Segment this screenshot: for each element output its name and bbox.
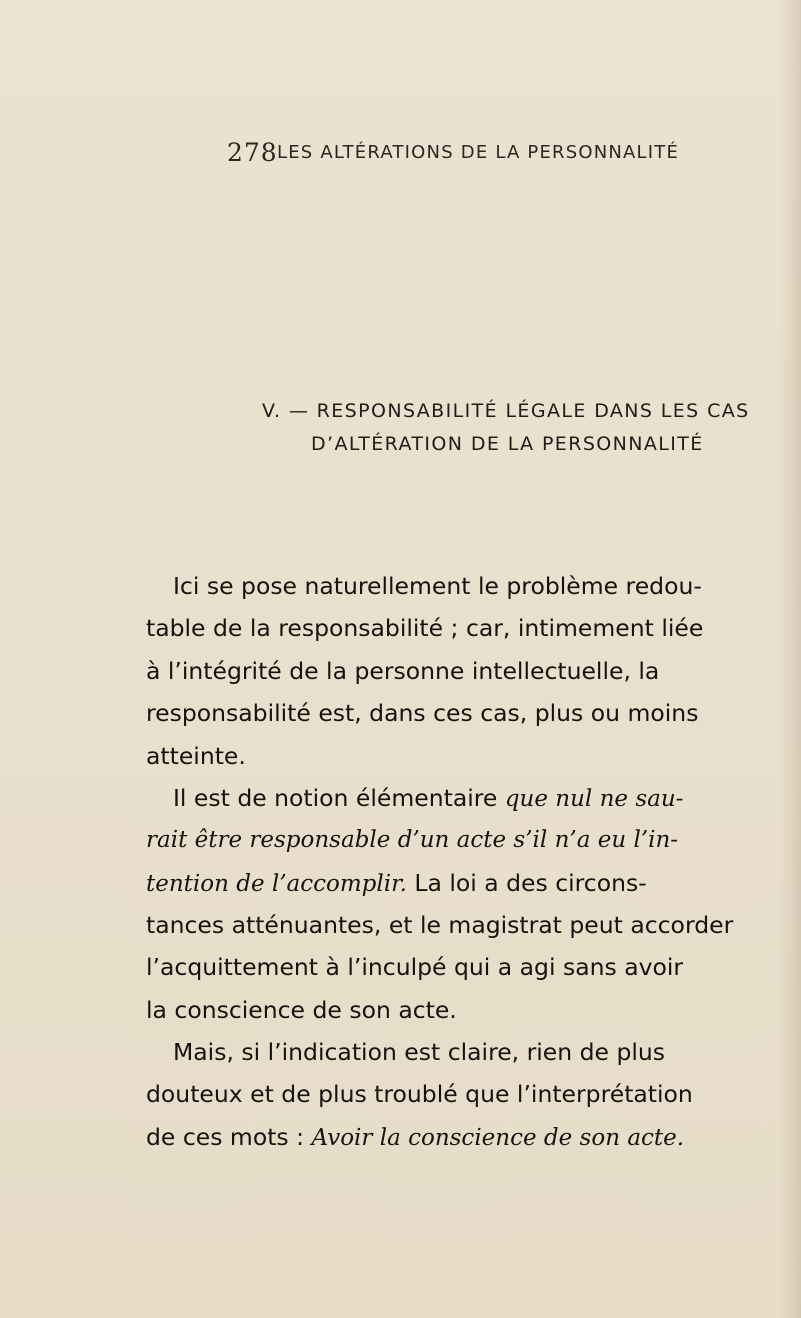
- paragraph-1-line-3: à l’intégrité de la personne intellectuelle, la: [146, 657, 660, 685]
- paragraph-2-line-3-italic: tention de l’accomplir.: [146, 871, 407, 897]
- page-number: 278: [227, 138, 278, 167]
- paragraph-3-line-1: Mais, si l’indication est claire, rien de plus: [173, 1038, 666, 1066]
- running-title: LES ALTÉRATIONS DE LA PERSONNALITÉ: [277, 142, 680, 163]
- paragraph-2-line-3: [146, 862, 647, 905]
- section-heading-line-2: D’ALTÉRATION DE LA PERSONNALITÉ: [311, 433, 704, 455]
- page-edge-shadow: [779, 0, 801, 1318]
- paragraph-2-line-1-italic: que nul ne sau-: [504, 786, 684, 812]
- paragraph-3-line-2: douteux et de plus troublé que l’interprétation: [146, 1080, 693, 1108]
- paragraph-2-line-5: l’acquittement à l’inculpé qui a agi sans avoir: [146, 953, 684, 981]
- paragraph-2-line-6: la conscience de son acte.: [146, 996, 457, 1024]
- paragraph-3-line-3-italic: Avoir la conscience de son acte.: [311, 1125, 685, 1151]
- section-heading-line-1: V. — RESPONSABILITÉ LÉGALE DANS LES CAS: [262, 400, 750, 422]
- paragraph-2-line-2: rait être responsable d’un acte s’il n’a eu l’in-: [146, 827, 679, 853]
- paragraph-1-line-5: atteinte.: [146, 742, 246, 770]
- paragraph-1-line-4: responsabilité est, dans ces cas, plus ou moins: [146, 699, 699, 727]
- paragraph-2-line-1: [173, 777, 683, 820]
- paragraph-1-line-2: table de la responsabilité ; car, intimement liée: [146, 614, 704, 642]
- paragraph-1-line-1: Ici se pose naturellement le problème redou-: [173, 572, 702, 600]
- paragraph-2-line-1-text: Il est de notion élémentaire: [173, 784, 505, 812]
- paragraph-2-line-4: tances atténuantes, et le magistrat peut accorder: [146, 911, 734, 939]
- paragraph-2-line-3-text: La loi a des circons-: [406, 869, 647, 897]
- paragraph-3-line-3-text: de ces mots :: [146, 1123, 312, 1151]
- paragraph-3-line-3: [146, 1116, 684, 1159]
- running-header: [227, 138, 747, 172]
